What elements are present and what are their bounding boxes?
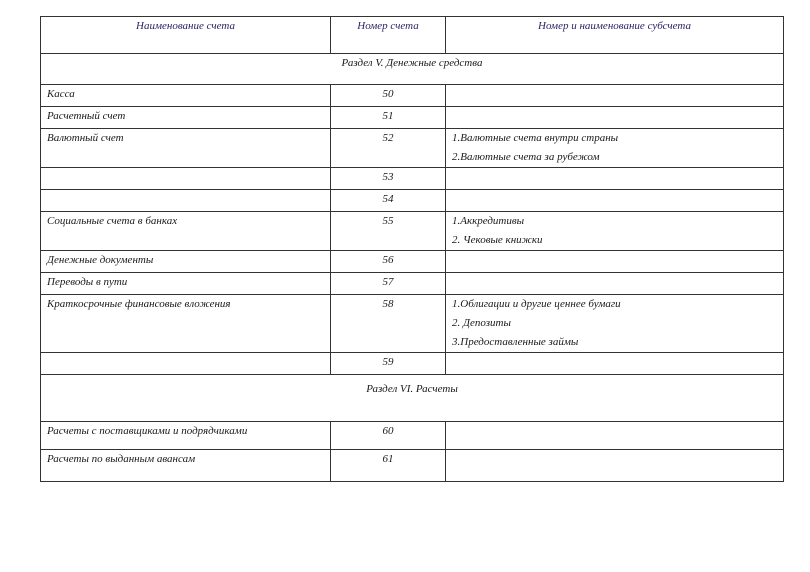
subaccount-cell [446,295,784,353]
table-row [41,85,784,107]
account-number: 56 [331,251,446,273]
account-name: Расчеты по выданным авансам [41,450,331,482]
chart-of-accounts-table [40,16,784,482]
subaccount-cell [446,85,784,107]
subaccount-line: 2. Депозиты [452,317,511,329]
account-name: Расчеты с поставщиками и подрядчиками [41,422,331,450]
table-row [41,190,784,212]
account-number: 59 [331,353,446,375]
account-name: Расчетный счет [41,107,331,129]
subaccount-line: 3.Предоставленные займы [452,336,579,348]
account-number: 51 [331,107,446,129]
account-number: 58 [331,295,446,353]
account-number: 57 [331,273,446,295]
subaccount-cell [446,353,784,375]
subaccount-cell [446,107,784,129]
account-number: 50 [331,85,446,107]
account-name: Денежные документы [41,251,331,273]
subaccount-cell [446,450,784,482]
subaccount-cell [446,273,784,295]
account-number: 53 [331,168,446,190]
header-row [41,17,784,54]
subaccount-line: 2. Чековые книжки [452,234,543,246]
table-row [41,212,784,251]
table-row [41,107,784,129]
account-number: 60 [331,422,446,450]
section-title: Раздел V. Денежные средства [41,54,784,85]
header-account-number: Номер счета [331,17,446,54]
subaccount-line: 1.Валютные счета внутри страны [452,132,619,144]
section-row [41,375,784,422]
subaccount-line: 2.Валютные счета за рубежом [452,151,600,163]
account-number: 61 [331,450,446,482]
account-number: 55 [331,212,446,251]
subaccount-line: 1.Облигации и другие ценнее бумаги [452,298,621,310]
subaccount-line: 1.Аккредитивы [452,215,525,227]
table-row [41,295,784,353]
table-row [41,251,784,273]
account-name: Валютный счет [41,129,331,168]
section-row [41,54,784,85]
subaccount-cell [446,168,784,190]
subaccount-cell [446,422,784,450]
section-title: Раздел VI. Расчеты [41,375,784,422]
account-number: 54 [331,190,446,212]
subaccount-cell [446,190,784,212]
account-name [41,168,331,190]
account-name [41,353,331,375]
table-row [41,422,784,450]
table-row [41,450,784,482]
table-row [41,273,784,295]
account-name: Краткосрочные финансовые вложения [41,295,331,353]
subaccount-cell [446,251,784,273]
account-name: Касса [41,85,331,107]
account-name: Социальные счета в банках [41,212,331,251]
subaccount-cell [446,212,784,251]
account-name [41,190,331,212]
table-row [41,353,784,375]
table-row [41,168,784,190]
subaccount-cell [446,129,784,168]
account-name: Переводы в пути [41,273,331,295]
account-number: 52 [331,129,446,168]
header-account-name: Наименование счета [41,17,331,54]
table-row [41,129,784,168]
header-subaccount: Номер и наименование субсчета [446,17,784,54]
